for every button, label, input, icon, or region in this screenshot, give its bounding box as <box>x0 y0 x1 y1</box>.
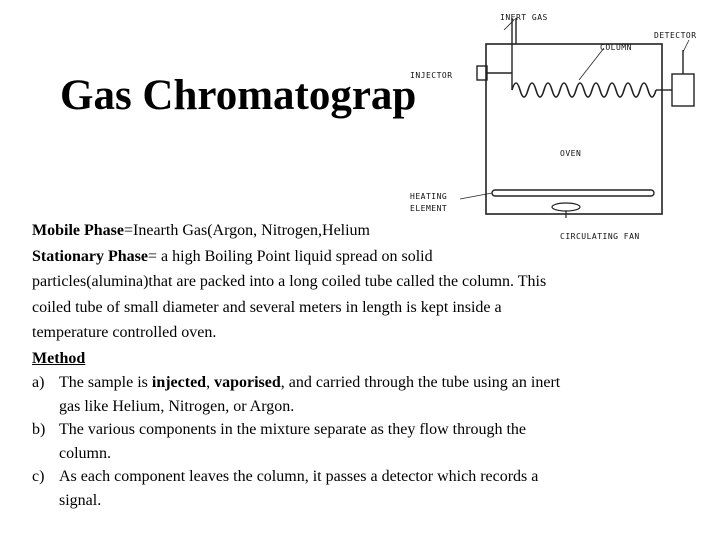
method-steps <box>32 371 632 512</box>
step-a-text-2: , and carried through the tube using an inert <box>280 374 561 391</box>
label-detector: DETECTOR <box>654 31 697 40</box>
stationary-phase-text-1: = a high Boiling Point liquid spread on solid <box>148 247 433 265</box>
mobile-phase-line <box>32 218 632 244</box>
circulating-fan <box>552 203 580 211</box>
mobile-phase-label: Mobile Phase <box>32 222 124 239</box>
coiled-column <box>512 83 656 97</box>
slide-body <box>32 218 632 512</box>
slide-title: Gas Chromatograp <box>60 72 417 119</box>
stationary-phase-line <box>32 244 632 270</box>
list-marker: a) <box>32 374 45 391</box>
step-c-line-2: signal. <box>59 491 102 509</box>
list-marker: c) <box>32 468 45 485</box>
column-pointer <box>579 48 604 80</box>
step-c-line-1: As each component leaves the column, it passes a detector which records a <box>59 468 539 485</box>
step-a-line-2: gas like Helium, Nitrogen, or Argon. <box>59 397 295 415</box>
stationary-phase-line-3: coiled tube of small diameter and several meters in length is kept inside a <box>32 298 502 316</box>
stationary-phase-line-2: particles(alumina)that are packed into a long coiled tube called the column. This <box>32 273 547 290</box>
list-item <box>32 465 632 512</box>
label-oven: OVEN <box>560 149 582 158</box>
step-a-sep: , <box>206 374 215 391</box>
label-fan: CIRCULATING FAN <box>560 232 640 241</box>
gas-chromatograph-diagram <box>404 0 720 245</box>
list-item <box>32 371 632 418</box>
detector-pointer <box>683 40 689 52</box>
stationary-phase-line-4: temperature controlled oven. <box>32 324 217 341</box>
heating-element <box>492 190 654 196</box>
step-a-bold-2: vaporised <box>214 374 281 391</box>
step-b-line-1: The various components in the mixture separate as they flow through the <box>59 421 526 438</box>
label-heating-2: ELEMENT <box>410 204 448 213</box>
method-heading <box>32 346 632 372</box>
step-a-text: The sample is <box>59 374 152 391</box>
step-a-bold-1: injected <box>151 374 207 391</box>
detector-box <box>672 74 694 106</box>
label-inert-gas: INERT GAS <box>500 13 548 22</box>
diagram-svg <box>404 0 720 245</box>
step-b-line-2: column. <box>59 444 111 462</box>
stationary-phase-label: Stationary Phase <box>32 247 148 265</box>
list-item <box>32 418 632 465</box>
label-injector: INJECTOR <box>410 71 453 80</box>
heating-pointer <box>460 193 492 199</box>
label-column: COLUMN <box>600 43 632 52</box>
list-marker: b) <box>32 421 46 438</box>
method-label: Method <box>32 349 86 367</box>
mobile-phase-text: =Inearth Gas(Argon, Nitrogen,Helium <box>124 222 370 239</box>
label-heating-1: HEATING <box>410 192 448 201</box>
